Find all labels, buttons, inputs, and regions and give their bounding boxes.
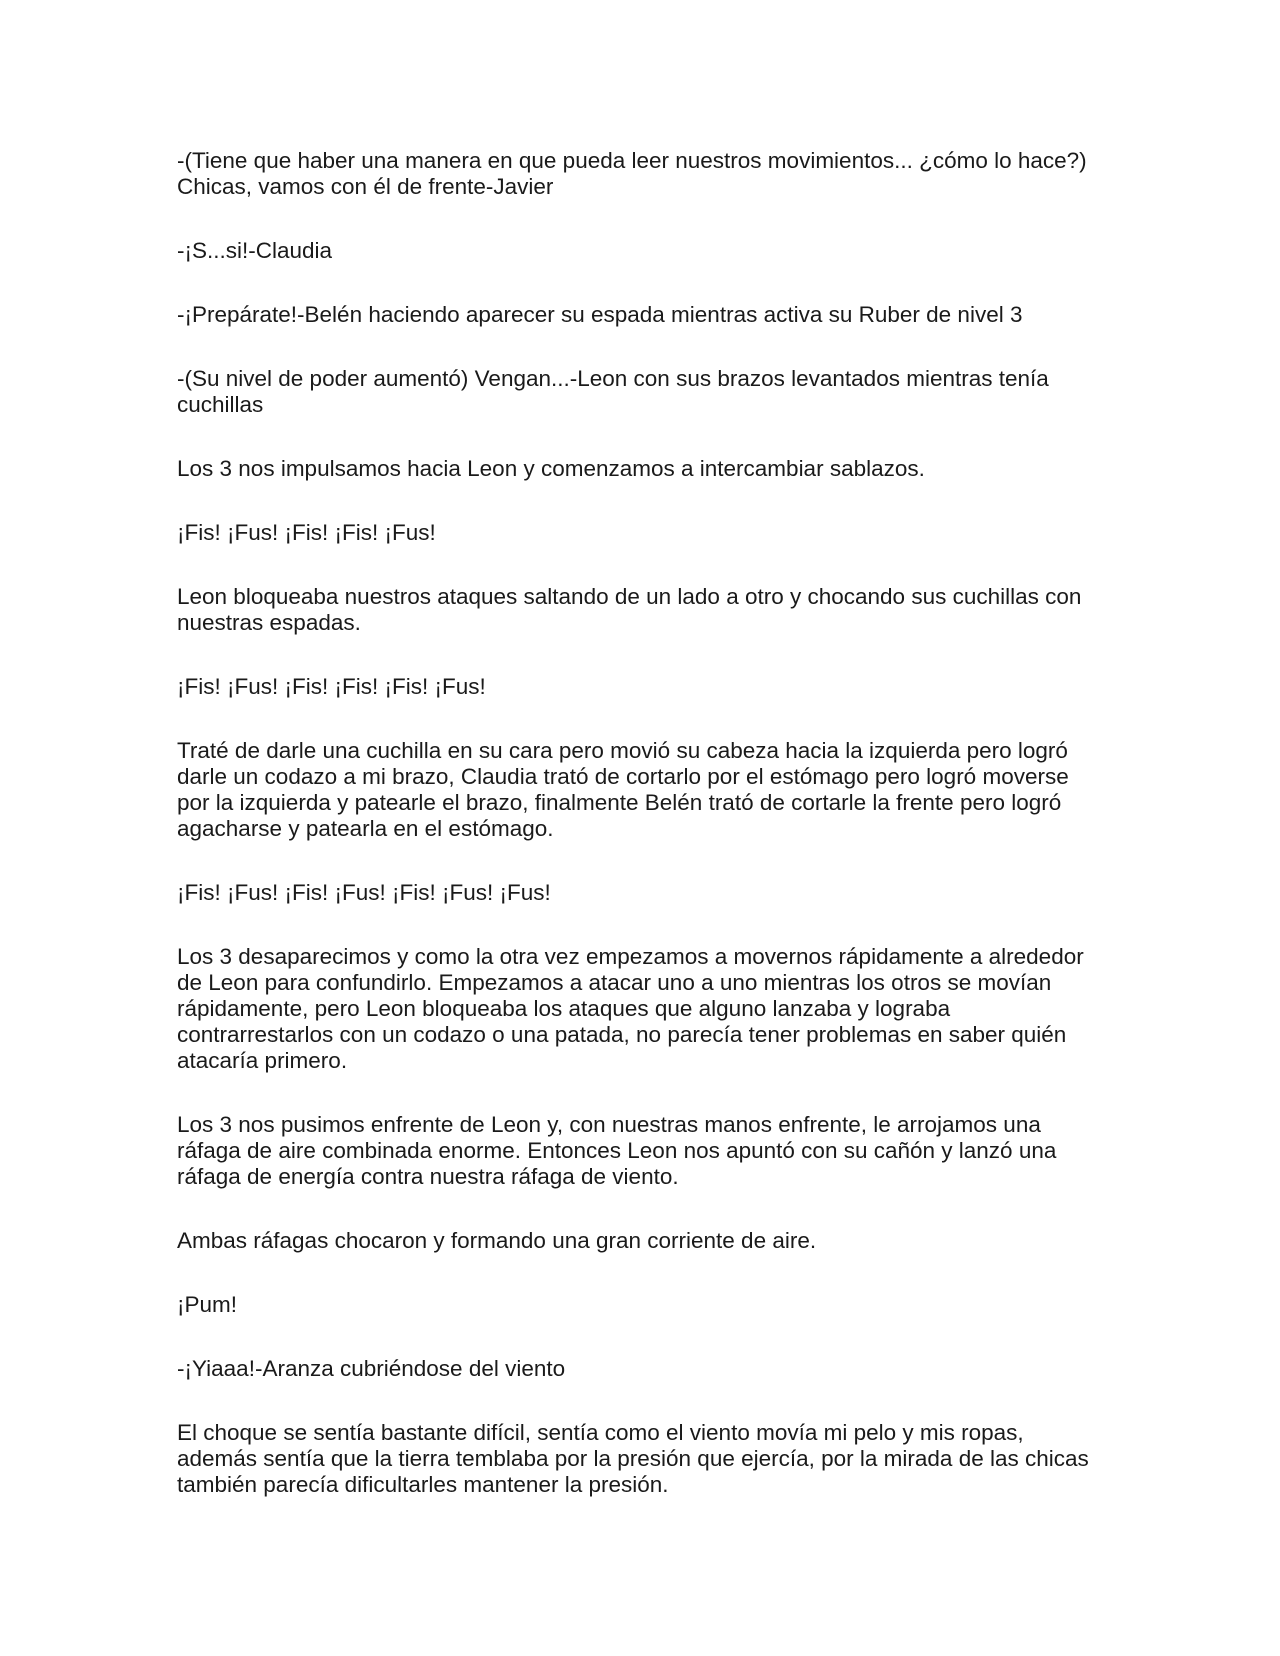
paragraph: -¡S...si!-Claudia <box>177 238 333 263</box>
paragraph: Los 3 nos impulsamos hacia Leon y comenzamos a intercambiar sablazos. <box>177 456 925 481</box>
paragraph: ¡Fis! ¡Fus! ¡Fis! ¡Fis! ¡Fus! <box>177 520 436 545</box>
paragraph: Leon bloqueaba nuestros ataques saltando de un lado a otro y chocando sus cuchillas con nuestras espadas. <box>177 584 1082 635</box>
paragraph: -(Su nivel de poder aumentó) Vengan...-Leon con sus brazos levantados mientras tenía cuchillas <box>177 366 1049 417</box>
paragraph: -¡Prepárate!-Belén haciendo aparecer su espada mientras activa su Ruber de nivel 3 <box>177 302 1023 327</box>
paragraph: ¡Fis! ¡Fus! ¡Fis! ¡Fis! ¡Fis! ¡Fus! <box>177 674 486 699</box>
paragraph: Los 3 desaparecimos y como la otra vez empezamos a movernos rápidamente a alrededor de Leon para confundirlo. Empezamos a atacar uno a uno mientras los otros se movían rápidamente, pero Leon bloqueaba los ataques que alguno lanzaba y lograba contrarrestarlos con un codazo o una patada, no parecía tener problemas en saber quién atacaría primero. <box>177 944 1084 1073</box>
paragraph: El choque se sentía bastante difícil, sentía como el viento movía mi pelo y mis ropas, además sentía que la tierra temblaba por la presión que ejercía, por la mirada de las chicas también parecía dificultarles mantener la presión. <box>177 1420 1089 1497</box>
paragraph: Ambas ráfagas chocaron y formando una gran corriente de aire. <box>177 1228 817 1253</box>
paragraph: -(Tiene que haber una manera en que pueda leer nuestros movimientos... ¿cómo lo hace?) Chicas, vamos con él de frente-Javier <box>177 148 1087 199</box>
paragraph: Los 3 nos pusimos enfrente de Leon y, con nuestras manos enfrente, le arrojamos una ráfaga de aire combinada enorme. Entonces Leon nos apuntó con su cañón y lanzó una ráfaga de energía contra nuestra ráfaga de viento. <box>177 1112 1057 1189</box>
paragraph: ¡Fis! ¡Fus! ¡Fis! ¡Fus! ¡Fis! ¡Fus! ¡Fus! <box>177 880 551 905</box>
paragraph: ¡Pum! <box>177 1292 238 1317</box>
paragraph: -¡Yiaaa!-Aranza cubriéndose del viento <box>177 1356 566 1381</box>
paragraph: Traté de darle una cuchilla en su cara pero movió su cabeza hacia la izquierda pero logró darle un codazo a mi brazo, Claudia trató de cortarlo por el estómago pero logró moverse por la izquierda y patearle el brazo, finalmente Belén trató de cortarle la frente pero logró agacharse y patearla en el estómago. <box>177 738 1069 841</box>
document-body <box>177 148 1107 1536</box>
